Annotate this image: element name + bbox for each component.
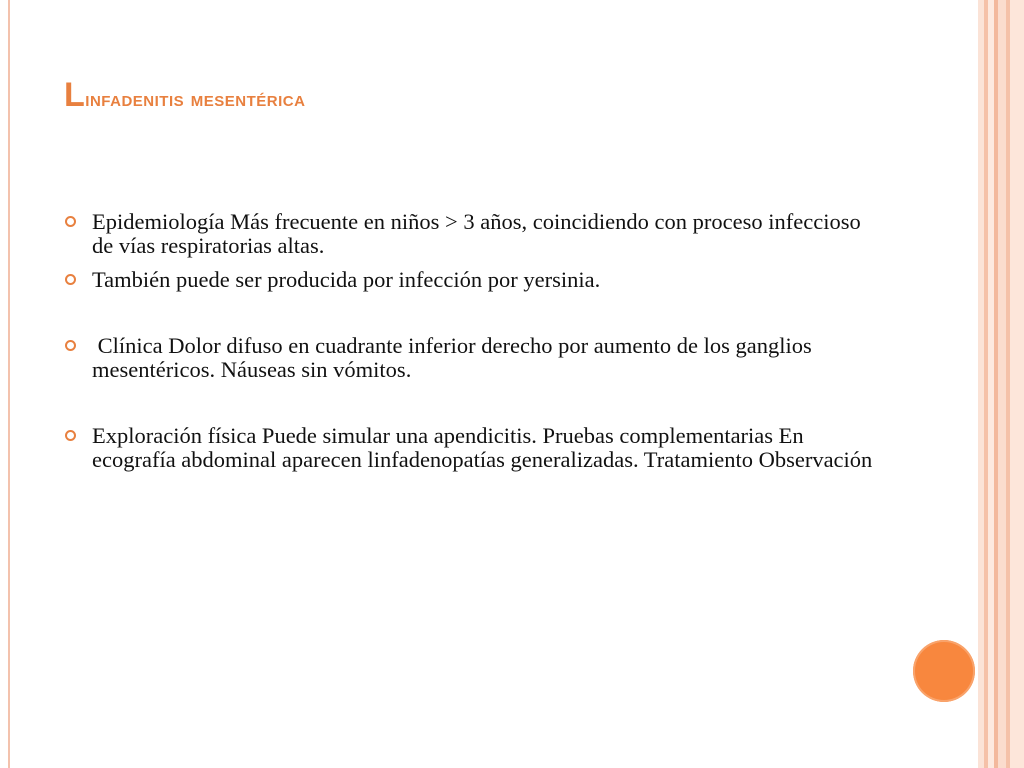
bullet-text: Exploración física Puede simular una apendicitis. Pruebas complementarias En ecografía abdominal aparecen linfadenopatías generalizadas. Tratamiento Observación [92,423,873,472]
bullet-list [64,210,884,472]
right-stripe [1010,0,1024,768]
bullet-circle-icon [65,430,76,441]
bullet-item [64,424,884,472]
left-border-line [8,0,10,768]
title-initial: L [64,76,86,114]
slide-title [64,76,305,115]
bullet-item [64,268,884,292]
bullet-circle-icon [65,216,76,227]
bullet-text: También puede ser producida por infección por yersinia. [92,267,601,292]
bullet-circle-icon [65,340,76,351]
bullet-circle-icon [65,274,76,285]
bullet-text: Epidemiología Más frecuente en niños > 3 años, coincidiendo con proceso infeccioso de vías respiratorias altas. [92,209,861,258]
bullet-item [64,334,884,382]
bullet-item [64,210,884,258]
title-rest: infadenitis mesentérica [85,86,306,111]
right-stripe [998,0,1006,768]
bullet-text: Clínica Dolor difuso en cuadrante inferior derecho por aumento de los ganglios mesentéricos. Náuseas sin vómitos. [92,333,818,382]
decorative-orange-circle [913,640,975,702]
